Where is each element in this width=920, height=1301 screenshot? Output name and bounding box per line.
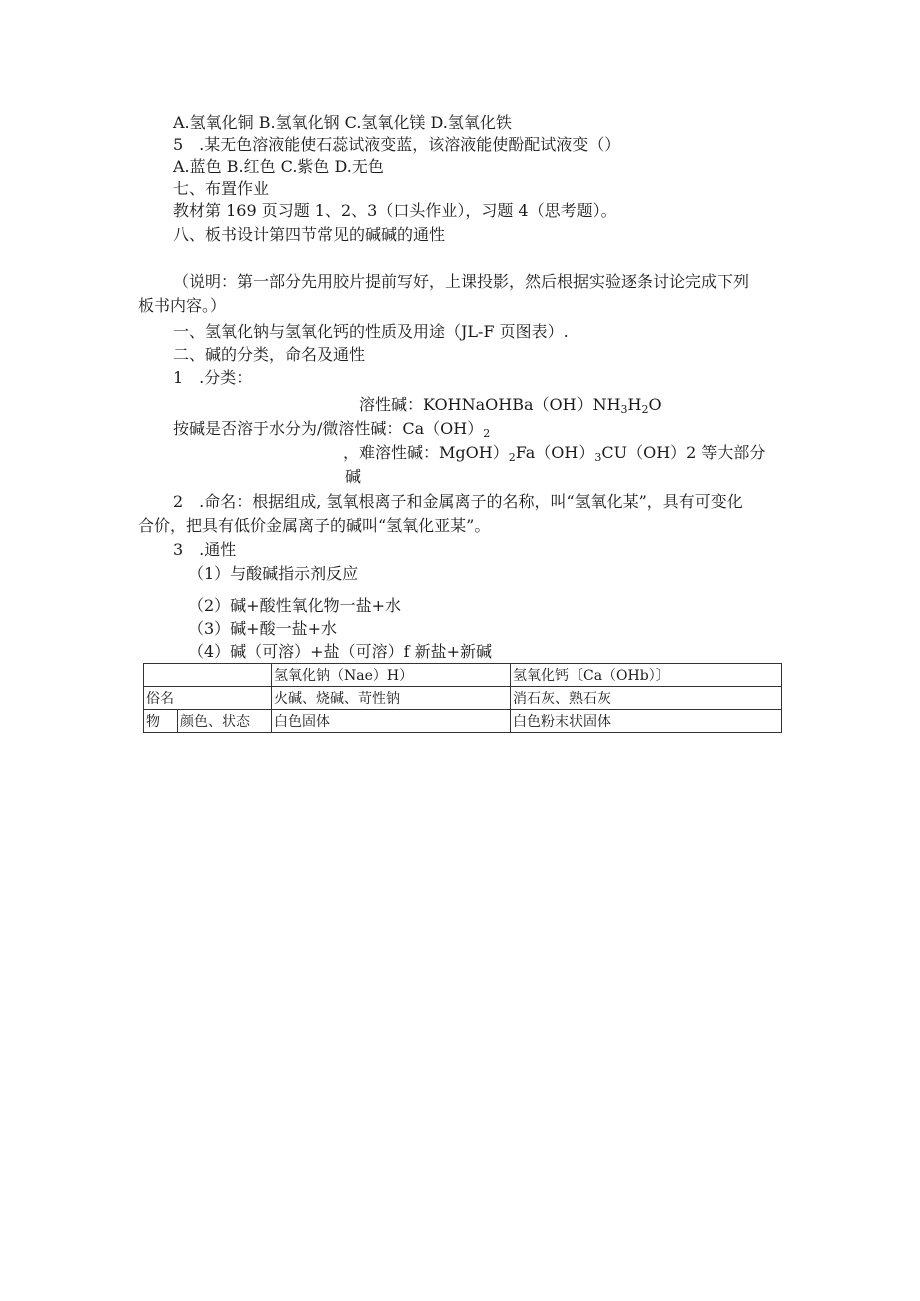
section-heading: 七、布置作业	[173, 179, 270, 198]
text-line: A.蓝色 B.红色 C.紫色 D.无色	[173, 157, 384, 176]
table-cell: 火碱、烧碱、苛性钠	[272, 687, 511, 710]
table-cell: 消石灰、熟石灰	[511, 687, 782, 710]
table-row	[144, 687, 782, 710]
note-line: （说明：第一部分先用胶片提前写好，上课投影，然后根据实验逐条讨论完成下列	[173, 272, 750, 291]
table-cell: 物	[144, 710, 178, 733]
property-item: （1）与酸碱指示剂反应	[188, 564, 359, 583]
table-header-naoh: 氢氧化钠（Nae）H）	[272, 664, 511, 687]
text-line: 5 .某无色溶液能使石蕊试液变蓝，该溶液能使酚配试液变（）	[173, 135, 621, 154]
note-line: 板书内容。）	[138, 296, 227, 315]
table-row	[144, 664, 782, 687]
properties-table	[143, 663, 782, 733]
text-line: 二、碱的分类，命名及通性	[173, 345, 366, 364]
classification-line: 按碱是否溶于水分为/微溶性碱：$Ca(OH)_2$	[173, 419, 491, 440]
table-cell: 俗名	[144, 687, 272, 710]
text-line: 合价，把具有低价金属离子的碱叫“氢氧化亚某”。	[138, 516, 491, 535]
table-row	[144, 710, 782, 733]
insoluble-base-line: ，难溶性碱：$MgOH)_2Fa(OH)_3CU(OH)2$ 等大部分	[343, 443, 766, 464]
text-line: 2 .命名：根据组成, 氢氧根离子和金属离子的名称，叫“氢氧化某”，具有可变化	[173, 492, 743, 511]
text-line: 3 .通性	[173, 540, 237, 559]
text-line: 碱	[345, 467, 362, 486]
table-cell	[144, 664, 272, 687]
section-heading: 八、板书设计第四节常见的碱碱的通性	[173, 225, 446, 244]
soluble-base-line: 溶性碱：$KOHNaOHBa(OH)NH_3H_2O$	[359, 395, 662, 416]
table-header-caoh: 氢氧化钙〔Ca（OHb）〕	[511, 664, 782, 687]
table-cell: 颜色、状态	[178, 710, 272, 733]
property-item: （4）碱（可溶）+盐（可溶）f 新盐+新碱	[188, 642, 493, 661]
property-item: （3）碱+酸一盐+水	[188, 619, 337, 638]
table-cell: 白色粉末状固体	[511, 710, 782, 733]
text-line: 一、氢氧化钠与氢氧化钙的性质及用途（JL-F 页图表）.	[173, 322, 569, 341]
text-line: A.氢氧化铜 B.氢氧化钢 C.氢氧化镁 D.氢氧化铁	[173, 113, 512, 132]
table-cell: 白色固体	[272, 710, 511, 733]
text-line: 教材第 169 页习题 1、2、3（口头作业），习题 4（思考题）。	[173, 201, 617, 220]
property-item: （2）碱+酸性氧化物一盐+水	[188, 596, 401, 615]
text-line: 1 .分类：	[173, 368, 253, 387]
